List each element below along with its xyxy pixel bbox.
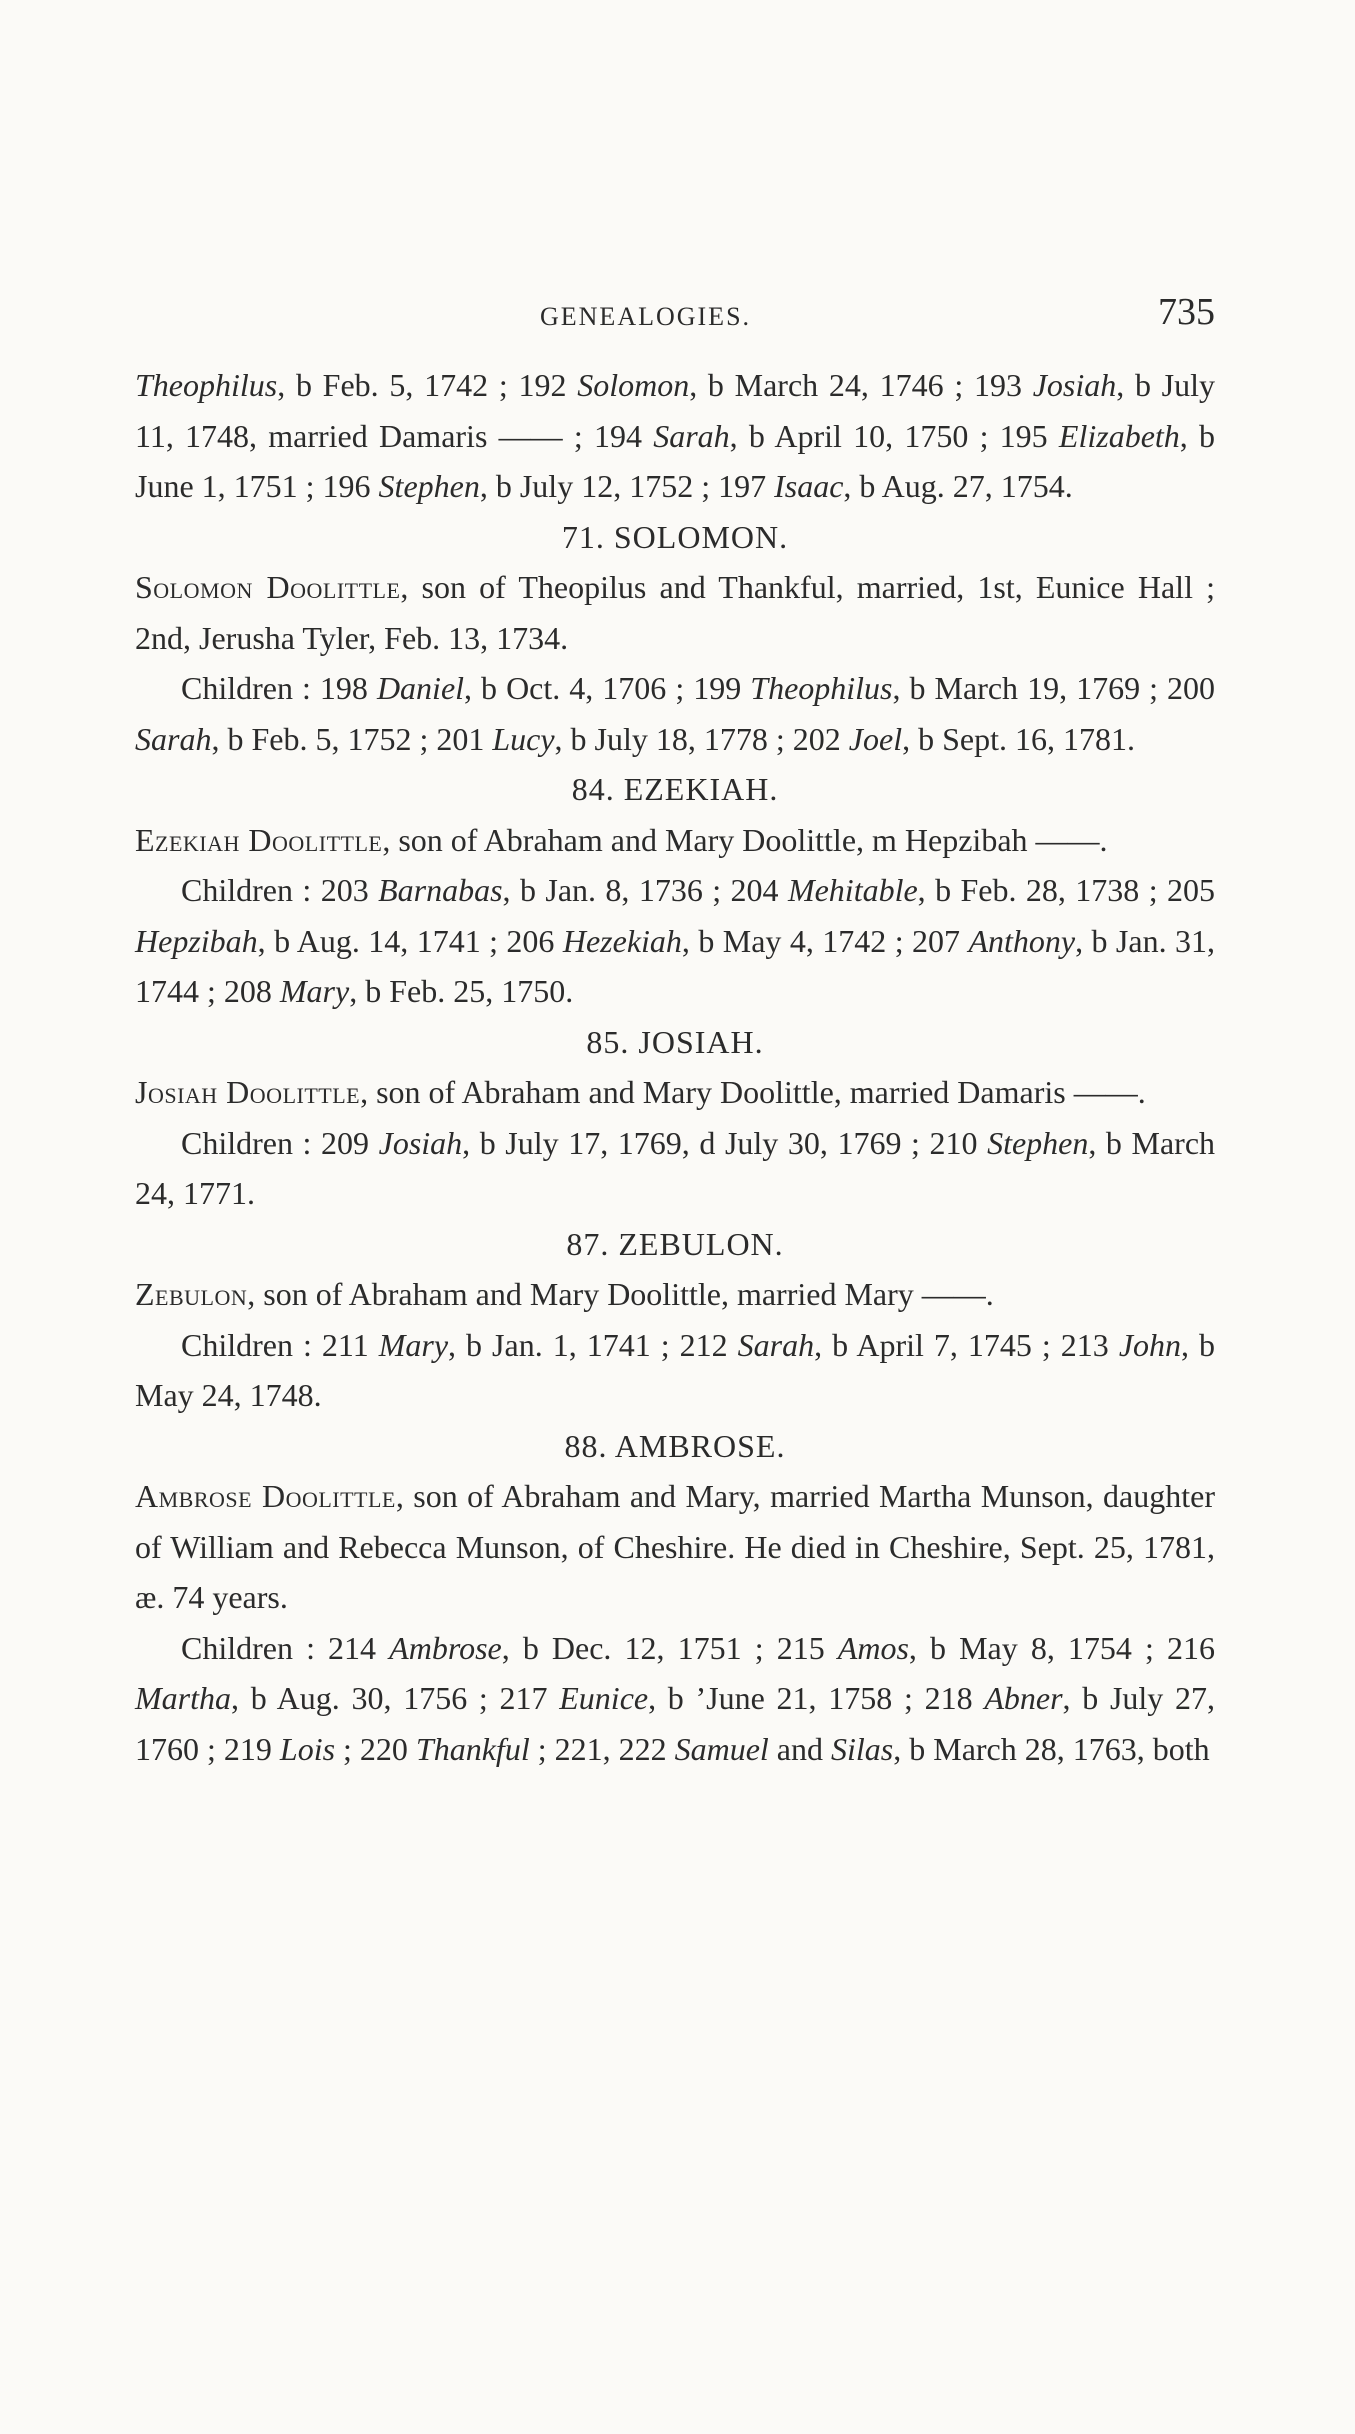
paragraph-ambrose-intro: Ambrose Doolittle, son of Abraham and Mary, married Martha Munson, daughter of William and Rebecca Munson, of Cheshire. He died in Cheshire, Sept. 25, 1781, æ. 74 years.: [135, 1478, 1215, 1615]
paragraph-ezekiah-intro: Ezekiah Doolittle, son of Abraham and Mary Doolittle, m Hepzibah ——.: [135, 821, 1108, 858]
section-heading-ambrose: 88. AMBROSE.: [564, 1427, 786, 1464]
section-heading-solomon: 71. SOLOMON.: [561, 518, 789, 555]
page-header: [135, 288, 1215, 348]
page-number: 735: [1158, 291, 1215, 333]
continued-paragraph: Theophilus, b Feb. 5, 1742 ; 192 Solomon, b March 24, 1746 ; 193 Josiah, b July 11, 1748, married Damaris —— ; 194 Sarah, b April 10, 1750 ; 195 Elizabeth, b June 1, 1751 ; 196 Stephen, b July 12, 1752 ; 197 Isaac, b Aug. 27, 1754.: [135, 367, 1216, 504]
paragraph-zebulon-intro: Zebulon, son of Abraham and Mary Doolittle, married Mary ——.: [135, 1276, 994, 1312]
paragraph-solomon-children: Children : 198 Daniel, b Oct. 4, 1706 ; 199 Theophilus, b March 19, 1769 ; 200 Sarah, b Feb. 5, 1752 ; 201 Lucy, b July 18, 1778 ; 202 Joel, b Sept. 16, 1781.: [135, 670, 1216, 757]
paragraph-josiah-intro: Josiah Doolittle, son of Abraham and Mary Doolittle, married Damaris ——.: [135, 1074, 1146, 1110]
paragraph-solomon-intro: Solomon Doolittle, son of Theopilus and Thankful, married, 1st, Eunice Hall ; 2nd, Jerusha Tyler, Feb. 13, 1734.: [135, 569, 1215, 656]
paragraph-ezekiah-children: Children : 203 Barnabas, b Jan. 8, 1736 ; 204 Mehitable, b Feb. 28, 1738 ; 205 Hepzibah, b Aug. 14, 1741 ; 206 Hezekiah, b May 4, 1742 ; 207 Anthony, b Jan. 31, 1744 ; 208 Mary, b Feb. 25, 1750.: [135, 872, 1216, 1009]
paragraph-ambrose-children: Children : 214 Ambrose, b Dec. 12, 1751 ; 215 Amos, b May 8, 1754 ; 216 Martha, b Aug. 30, 1756 ; 217 Eunice, b ’June 21, 1758 ; 218 Abner, b July 27, 1760 ; 219 Lois ; 220 Thankful ; 221, 222 Samuel and Silas, b March 28, 1763, both: [135, 1629, 1216, 1767]
running-title: GENEALOGIES.: [540, 302, 752, 331]
section-heading-zebulon: 87. ZEBULON.: [566, 1225, 784, 1262]
section-heading-ezekiah: 84. EZEKIAH.: [571, 771, 779, 807]
paragraph-josiah-children: Children : 209 Josiah, b July 17, 1769, d July 30, 1769 ; 210 Stephen, b March 24, 1771.: [135, 1124, 1216, 1211]
section-heading-josiah: 85. JOSIAH.: [586, 1023, 764, 1060]
page-body: [135, 360, 1215, 1774]
paragraph-zebulon-children: Children : 211 Mary, b Jan. 1, 1741 ; 212 Sarah, b April 7, 1745 ; 213 John, b May 24, 1748.: [135, 1326, 1216, 1413]
